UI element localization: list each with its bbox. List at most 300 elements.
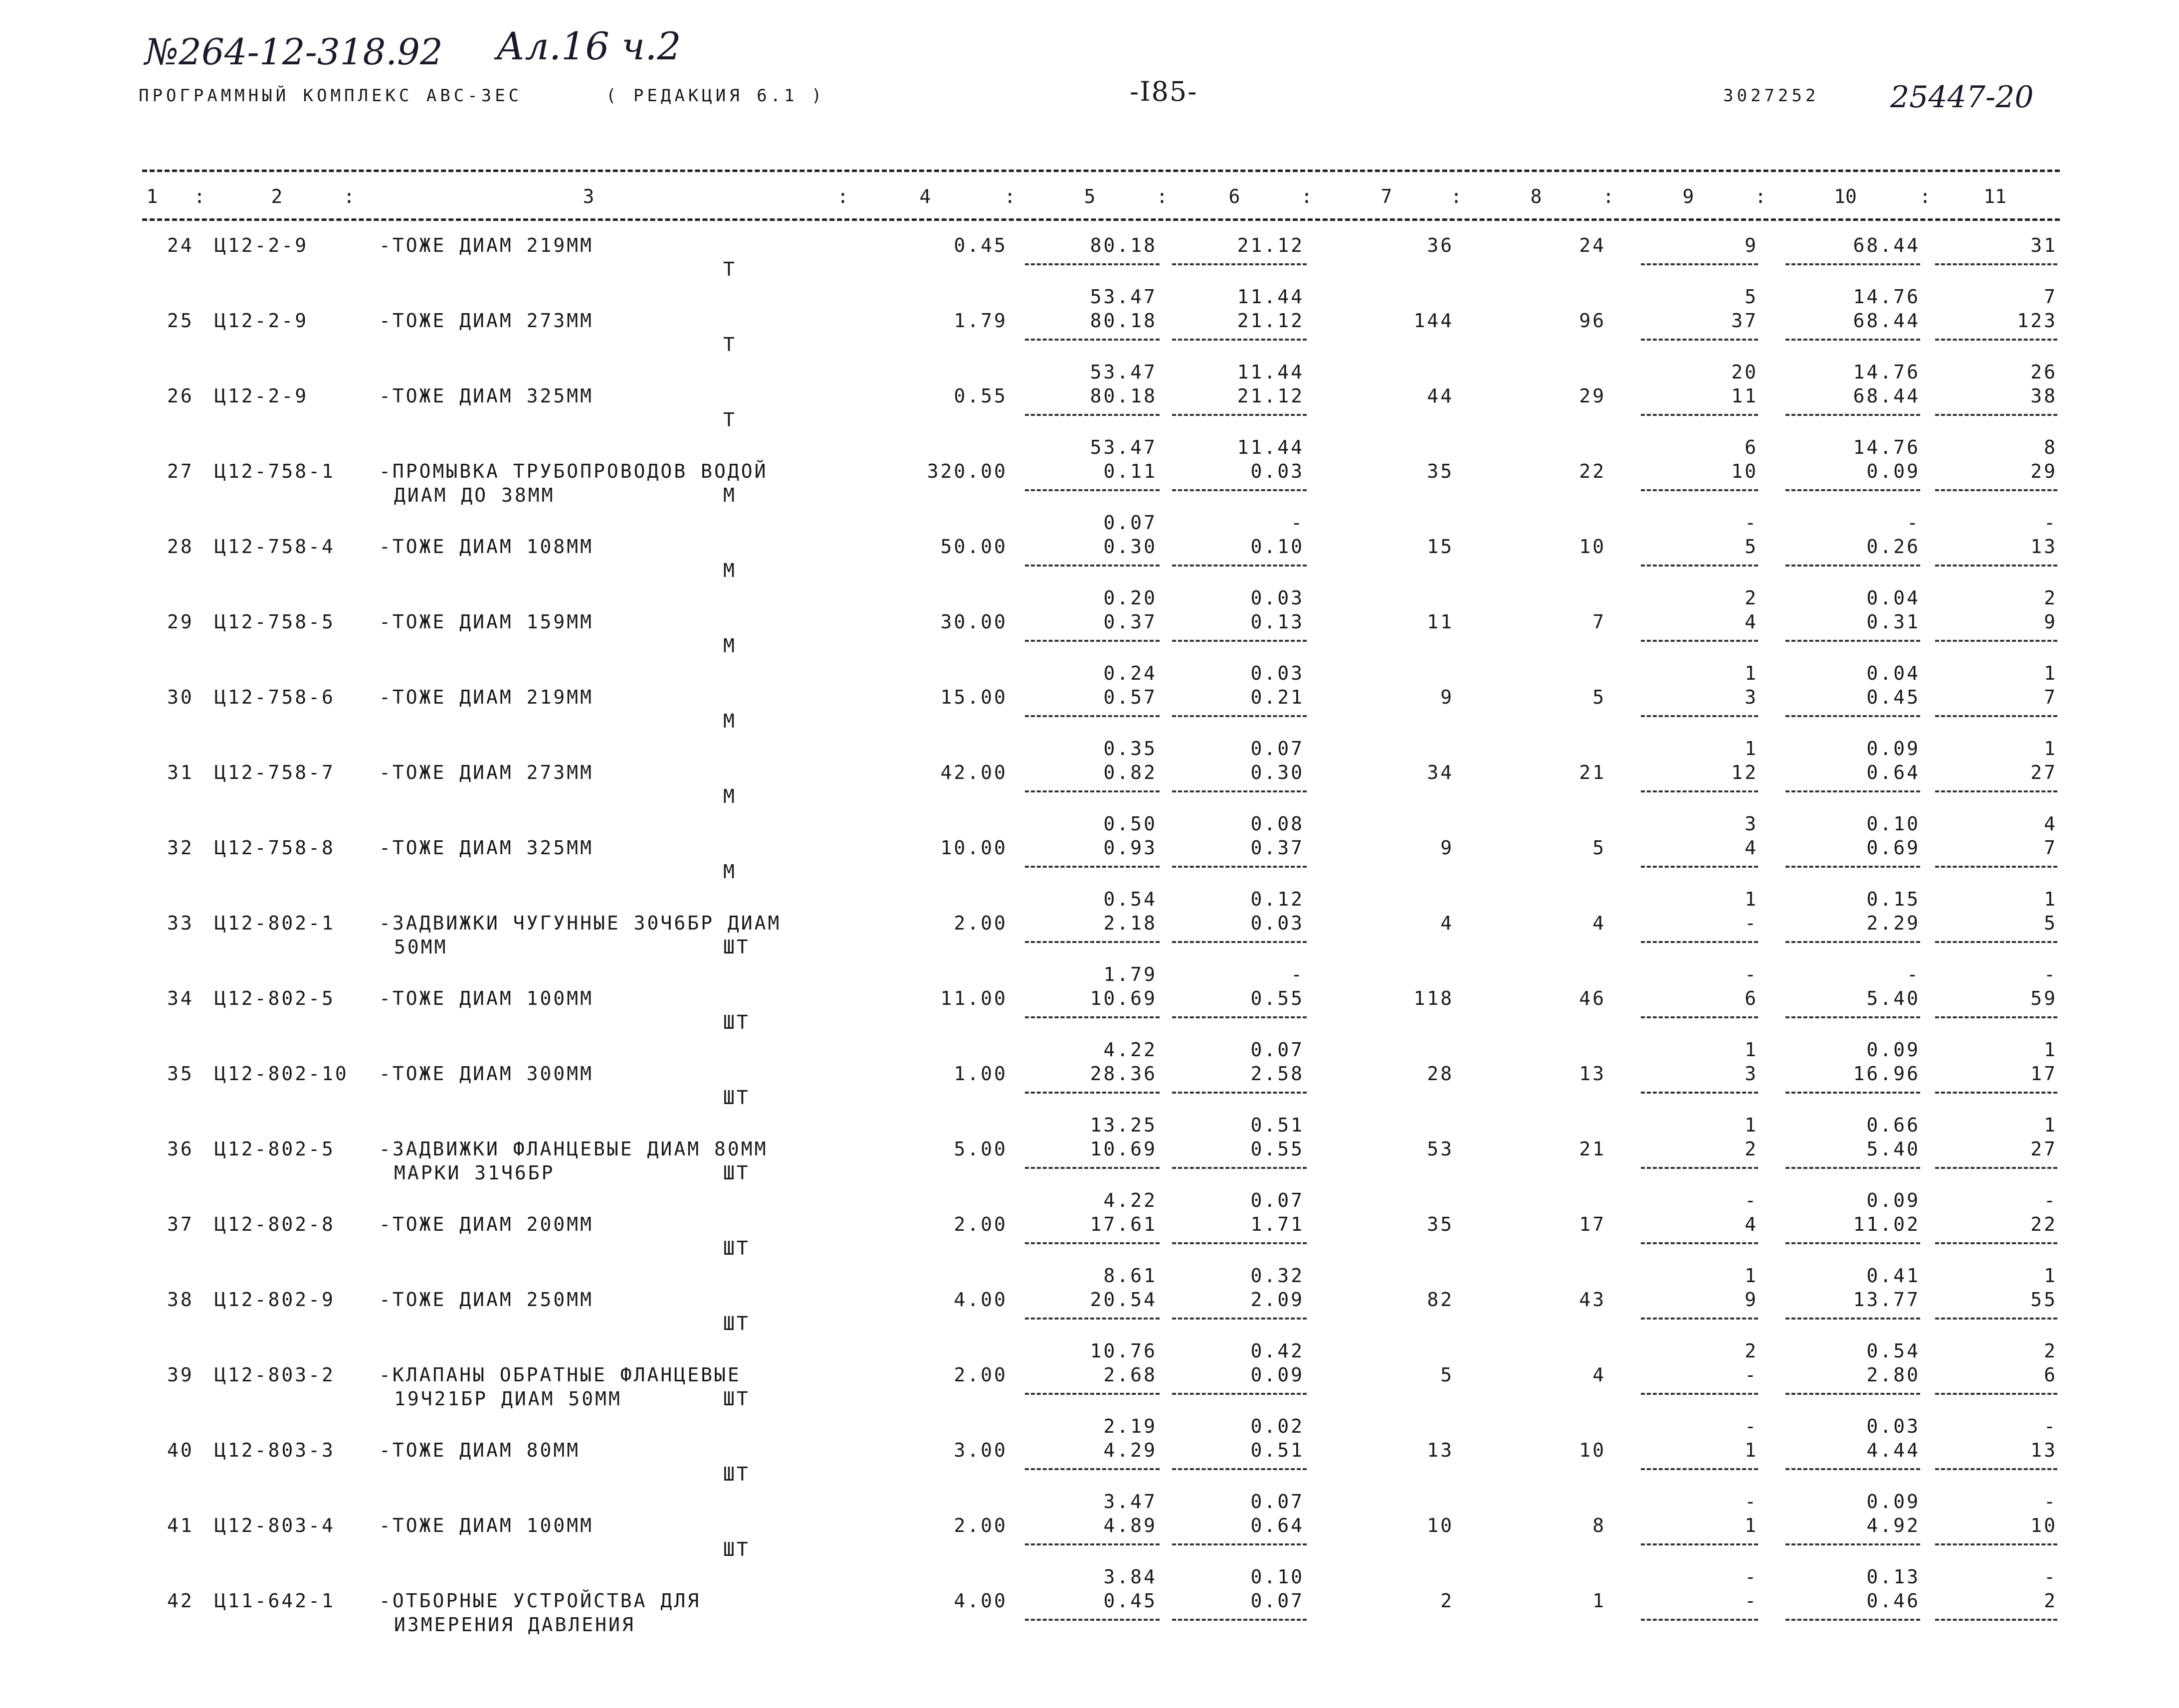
unit-cost-machines: 0.21 bbox=[1250, 686, 1304, 708]
total-cost: 53 bbox=[1427, 1138, 1454, 1160]
labor-unit: 16.96 bbox=[1853, 1063, 1920, 1085]
labor-total-machinists: 1 bbox=[2044, 1039, 2057, 1061]
total-cost: 9 bbox=[1440, 686, 1454, 708]
work-name: -ЗАДВИЖКИ ФЛАНЦЕВЫЕ ДИАМ 80ММ bbox=[379, 1138, 768, 1160]
unit-cost-machines: 2.09 bbox=[1250, 1289, 1304, 1311]
cell-underline bbox=[1935, 1619, 2057, 1621]
row-number: 24 bbox=[167, 234, 194, 256]
column-separator: : bbox=[194, 186, 205, 207]
unit-cost-wages: 3.84 bbox=[1103, 1566, 1157, 1588]
total-wages: 13 bbox=[1579, 1063, 1606, 1085]
row-number: 40 bbox=[167, 1439, 194, 1461]
labor-total-machinists: - bbox=[2044, 1491, 2057, 1513]
labor-total-machinists: - bbox=[2044, 963, 2057, 985]
unit-cost-machine-wages: 0.42 bbox=[1250, 1340, 1304, 1362]
operation-machine-wages: 1 bbox=[1745, 738, 1758, 759]
cell-underline bbox=[1172, 489, 1307, 491]
cell-underline bbox=[1641, 1393, 1758, 1395]
work-name: -ОТБОРНЫЕ УСТРОЙСТВА ДЛЯ bbox=[379, 1590, 701, 1612]
total-wages: 29 bbox=[1579, 385, 1606, 407]
labor-unit: 2.80 bbox=[1866, 1364, 1920, 1386]
unit: ШТ bbox=[723, 1463, 750, 1485]
norm-code: Ц12-758-5 bbox=[214, 611, 335, 633]
operation-machines: - bbox=[1745, 1590, 1758, 1612]
labor-total-machinists: 2 bbox=[2044, 587, 2057, 609]
total-wages: 21 bbox=[1579, 1138, 1606, 1160]
labor-unit-machinists: 0.09 bbox=[1866, 1039, 1920, 1061]
labor-unit: 0.26 bbox=[1866, 536, 1920, 558]
cell-underline bbox=[1172, 565, 1307, 567]
total-cost: 15 bbox=[1427, 536, 1454, 558]
unit-cost-machines: 0.37 bbox=[1250, 837, 1304, 859]
total-cost: 34 bbox=[1427, 761, 1454, 783]
cell-underline bbox=[1785, 1468, 1920, 1470]
labor-unit-machinists: - bbox=[1907, 512, 1920, 534]
handwritten-right-number: 25447-20 bbox=[1890, 80, 2034, 115]
unit-cost-wages: 0.35 bbox=[1103, 738, 1157, 759]
labor-unit-machinists: 0.13 bbox=[1866, 1566, 1920, 1588]
unit-cost-wages: 8.61 bbox=[1103, 1265, 1157, 1287]
unit: ШТ bbox=[723, 1087, 750, 1109]
labor-total: 5 bbox=[2044, 912, 2057, 934]
cell-underline bbox=[1641, 263, 1758, 265]
operation-machine-wages: 1 bbox=[1745, 662, 1758, 684]
unit-cost-wages: 1.79 bbox=[1103, 963, 1157, 985]
total-wages: 46 bbox=[1579, 987, 1606, 1009]
quantity: 320.00 bbox=[927, 460, 1007, 482]
labor-total-machinists: 1 bbox=[2044, 662, 2057, 684]
unit: ШТ bbox=[723, 1538, 750, 1560]
total-cost: 82 bbox=[1427, 1289, 1454, 1311]
unit-cost-total: 0.11 bbox=[1103, 460, 1157, 482]
unit-cost-total: 0.57 bbox=[1103, 686, 1157, 708]
cell-underline bbox=[1172, 640, 1307, 642]
labor-unit: 68.44 bbox=[1853, 310, 1920, 332]
unit-cost-total: 10.69 bbox=[1090, 987, 1157, 1009]
labor-unit: 0.64 bbox=[1866, 761, 1920, 783]
row-number: 30 bbox=[167, 686, 194, 708]
cell-underline bbox=[1025, 1543, 1160, 1545]
operation-machine-wages: - bbox=[1745, 1491, 1758, 1513]
norm-code: Ц12-803-2 bbox=[214, 1364, 335, 1386]
norm-code: Ц12-802-1 bbox=[214, 912, 335, 934]
unit-cost-wages: 0.07 bbox=[1103, 512, 1157, 534]
row-number: 31 bbox=[167, 761, 194, 783]
cell-underline bbox=[1172, 1318, 1307, 1320]
cell-underline bbox=[1025, 1318, 1160, 1320]
total-wages: 7 bbox=[1592, 611, 1606, 633]
cell-underline bbox=[1641, 1543, 1758, 1545]
total-wages: 96 bbox=[1579, 310, 1606, 332]
unit: ШТ bbox=[723, 1313, 750, 1334]
cell-underline bbox=[1641, 1092, 1758, 1094]
total-cost: 4 bbox=[1440, 912, 1454, 934]
column-separator: : bbox=[1755, 186, 1767, 207]
labor-unit-machinists: 0.09 bbox=[1866, 1189, 1920, 1211]
cell-underline bbox=[1935, 640, 2057, 642]
unit-cost-wages: 53.47 bbox=[1090, 286, 1157, 308]
handwritten-album: Ал.16 ч.2 bbox=[496, 24, 681, 68]
labor-total: 55 bbox=[2030, 1289, 2057, 1311]
row-number: 33 bbox=[167, 912, 194, 934]
unit: Т bbox=[723, 409, 737, 431]
unit-cost-machines: 2.58 bbox=[1250, 1063, 1304, 1085]
unit-cost-machine-wages: 11.44 bbox=[1237, 361, 1304, 383]
quantity: 4.00 bbox=[954, 1590, 1007, 1612]
norm-code: Ц12-758-4 bbox=[214, 536, 335, 558]
cell-underline bbox=[1641, 339, 1758, 341]
unit: Т bbox=[723, 334, 737, 356]
work-name: -ТОЖЕ ДИАМ 325ММ bbox=[379, 837, 594, 859]
labor-unit: 68.44 bbox=[1853, 385, 1920, 407]
cell-underline bbox=[1785, 1092, 1920, 1094]
cell-underline bbox=[1785, 1242, 1920, 1244]
total-wages: 43 bbox=[1579, 1289, 1606, 1311]
cell-underline bbox=[1785, 414, 1920, 416]
norm-code: Ц12-802-8 bbox=[214, 1213, 335, 1235]
column-separator: : bbox=[1156, 186, 1168, 207]
cell-underline bbox=[1785, 941, 1920, 943]
cell-underline bbox=[1935, 489, 2057, 491]
total-wages: 21 bbox=[1579, 761, 1606, 783]
row-number: 42 bbox=[167, 1590, 194, 1612]
row-number: 36 bbox=[167, 1138, 194, 1160]
labor-total: 17 bbox=[2030, 1063, 2057, 1085]
unit-cost-total: 80.18 bbox=[1090, 234, 1157, 256]
quantity: 11.00 bbox=[940, 987, 1007, 1009]
operation-machines: 12 bbox=[1731, 761, 1758, 783]
unit-cost-machine-wages: 0.51 bbox=[1250, 1114, 1304, 1136]
cell-underline bbox=[1025, 1167, 1160, 1169]
total-cost: 36 bbox=[1427, 234, 1454, 256]
column-separator: : bbox=[343, 186, 355, 207]
cell-underline bbox=[1935, 339, 2057, 341]
column-separator: : bbox=[1301, 186, 1313, 207]
unit-cost-wages: 53.47 bbox=[1090, 361, 1157, 383]
row-number: 32 bbox=[167, 837, 194, 859]
labor-unit: 68.44 bbox=[1853, 234, 1920, 256]
operation-machines: 37 bbox=[1731, 310, 1758, 332]
operation-machine-wages: 5 bbox=[1745, 286, 1758, 308]
total-cost: 44 bbox=[1427, 385, 1454, 407]
unit-cost-total: 0.93 bbox=[1103, 837, 1157, 859]
cell-underline bbox=[1641, 1016, 1758, 1018]
cell-underline bbox=[1785, 640, 1920, 642]
cell-underline bbox=[1025, 339, 1160, 341]
operation-machines: 4 bbox=[1745, 837, 1758, 859]
cell-underline bbox=[1025, 565, 1160, 567]
total-cost: 2 bbox=[1440, 1590, 1454, 1612]
labor-total-machinists: - bbox=[2044, 1189, 2057, 1211]
labor-unit-machinists: 0.66 bbox=[1866, 1114, 1920, 1136]
operation-machines: 10 bbox=[1731, 460, 1758, 482]
unit: ШТ bbox=[723, 1011, 750, 1033]
cell-underline bbox=[1025, 1092, 1160, 1094]
total-wages: 8 bbox=[1592, 1515, 1606, 1536]
cell-underline bbox=[1935, 1167, 2057, 1169]
labor-total-machinists: 4 bbox=[2044, 813, 2057, 835]
total-cost: 13 bbox=[1427, 1439, 1454, 1461]
program-title: ПРОГРАММНЫЙ КОМПЛЕКС АВС-ЗЕС bbox=[139, 86, 523, 106]
cell-underline bbox=[1935, 715, 2057, 717]
unit-cost-machine-wages: 0.02 bbox=[1250, 1415, 1304, 1437]
labor-unit: 5.40 bbox=[1866, 987, 1920, 1009]
page-number: -I85- bbox=[1130, 76, 1198, 107]
work-name: -ТОЖЕ ДИАМ 273ММ bbox=[379, 310, 594, 332]
operation-machines: 9 bbox=[1745, 1289, 1758, 1311]
labor-unit: 0.69 bbox=[1866, 837, 1920, 859]
column-separator: : bbox=[1919, 186, 1931, 207]
labor-unit: 0.31 bbox=[1866, 611, 1920, 633]
operation-machine-wages: - bbox=[1745, 1189, 1758, 1211]
cell-underline bbox=[1025, 790, 1160, 792]
cell-underline bbox=[1641, 941, 1758, 943]
unit-cost-total: 2.68 bbox=[1103, 1364, 1157, 1386]
labor-total-machinists: 2 bbox=[2044, 1340, 2057, 1362]
cell-underline bbox=[1935, 866, 2057, 868]
unit-cost-machine-wages: - bbox=[1291, 963, 1304, 985]
total-wages: 4 bbox=[1592, 912, 1606, 934]
cell-underline bbox=[1025, 640, 1160, 642]
document-code: 3027252 bbox=[1723, 86, 1819, 106]
cell-underline bbox=[1641, 715, 1758, 717]
cell-underline bbox=[1172, 339, 1307, 341]
quantity: 3.00 bbox=[954, 1439, 1007, 1461]
cell-underline bbox=[1785, 790, 1920, 792]
unit: ШТ bbox=[723, 1162, 750, 1184]
total-cost: 5 bbox=[1440, 1364, 1454, 1386]
labor-unit-machinists: 14.76 bbox=[1853, 436, 1920, 458]
operation-machines: 11 bbox=[1731, 385, 1758, 407]
cell-underline bbox=[1025, 1393, 1160, 1395]
labor-unit-machinists: 0.15 bbox=[1866, 888, 1920, 910]
cell-underline bbox=[1025, 1016, 1160, 1018]
total-wages: 10 bbox=[1579, 1439, 1606, 1461]
cell-underline bbox=[1025, 1242, 1160, 1244]
quantity: 30.00 bbox=[940, 611, 1007, 633]
total-cost: 28 bbox=[1427, 1063, 1454, 1085]
labor-total: 13 bbox=[2030, 536, 2057, 558]
total-cost: 9 bbox=[1440, 837, 1454, 859]
labor-total: 9 bbox=[2044, 611, 2057, 633]
cell-underline bbox=[1785, 489, 1920, 491]
total-cost: 11 bbox=[1427, 611, 1454, 633]
quantity: 1.79 bbox=[954, 310, 1007, 332]
labor-total-machinists: 8 bbox=[2044, 436, 2057, 458]
cell-underline bbox=[1641, 489, 1758, 491]
cell-underline bbox=[1172, 1016, 1307, 1018]
labor-unit-machinists: 0.04 bbox=[1866, 587, 1920, 609]
operation-machine-wages: 1 bbox=[1745, 1039, 1758, 1061]
unit: М bbox=[723, 560, 737, 581]
cell-underline bbox=[1935, 941, 2057, 943]
operation-machine-wages: 1 bbox=[1745, 1265, 1758, 1287]
labor-unit-machinists: - bbox=[1907, 963, 1920, 985]
unit-cost-total: 4.29 bbox=[1103, 1439, 1157, 1461]
work-name: -ТОЖЕ ДИАМ 159ММ bbox=[379, 611, 594, 633]
norm-code: Ц12-802-10 bbox=[214, 1063, 349, 1085]
unit-cost-machine-wages: 0.03 bbox=[1250, 587, 1304, 609]
labor-total-machinists: 26 bbox=[2030, 361, 2057, 383]
unit: М bbox=[723, 710, 737, 732]
operation-machine-wages: - bbox=[1745, 1566, 1758, 1588]
unit-cost-wages: 0.50 bbox=[1103, 813, 1157, 835]
work-name: ИЗМЕРЕНИЯ ДАВЛЕНИЯ bbox=[394, 1614, 635, 1636]
labor-total: 27 bbox=[2030, 761, 2057, 783]
column-separator: : bbox=[837, 186, 849, 207]
cell-underline bbox=[1641, 1619, 1758, 1621]
column-header-2: 2 bbox=[271, 186, 283, 207]
labor-unit: 0.09 bbox=[1866, 460, 1920, 482]
unit-cost-machine-wages: 0.32 bbox=[1250, 1265, 1304, 1287]
row-number: 25 bbox=[167, 310, 194, 332]
edition-label: ( РЕДАКЦИЯ 6.1 ) bbox=[606, 86, 825, 106]
cell-underline bbox=[1935, 565, 2057, 567]
unit-cost-wages: 53.47 bbox=[1090, 436, 1157, 458]
cell-underline bbox=[1172, 790, 1307, 792]
unit-cost-machines: 21.12 bbox=[1237, 385, 1304, 407]
operation-machine-wages: 20 bbox=[1731, 361, 1758, 383]
operation-machines: - bbox=[1745, 1364, 1758, 1386]
column-header-1: 1 bbox=[146, 186, 158, 207]
unit-cost-total: 0.82 bbox=[1103, 761, 1157, 783]
labor-unit: 4.92 bbox=[1866, 1515, 1920, 1536]
norm-code: Ц12-758-8 bbox=[214, 837, 335, 859]
total-wages: 17 bbox=[1579, 1213, 1606, 1235]
unit-cost-machine-wages: 0.03 bbox=[1250, 662, 1304, 684]
norm-code: Ц12-2-9 bbox=[214, 310, 309, 332]
column-header-7: 7 bbox=[1381, 186, 1392, 207]
operation-machines: 9 bbox=[1745, 234, 1758, 256]
cell-underline bbox=[1785, 1318, 1920, 1320]
quantity: 42.00 bbox=[940, 761, 1007, 783]
labor-unit-machinists: 14.76 bbox=[1853, 286, 1920, 308]
labor-total: 6 bbox=[2044, 1364, 2057, 1386]
operation-machine-wages: 2 bbox=[1745, 587, 1758, 609]
operation-machine-wages: - bbox=[1745, 963, 1758, 985]
work-name: -ТОЖЕ ДИАМ 100ММ bbox=[379, 987, 594, 1009]
operation-machines: - bbox=[1745, 912, 1758, 934]
row-number: 39 bbox=[167, 1364, 194, 1386]
unit-cost-wages: 0.20 bbox=[1103, 587, 1157, 609]
unit-cost-total: 80.18 bbox=[1090, 385, 1157, 407]
work-name: -ТОЖЕ ДИАМ 80ММ bbox=[379, 1439, 581, 1461]
cell-underline bbox=[1641, 1468, 1758, 1470]
norm-code: Ц12-758-7 bbox=[214, 761, 335, 783]
unit-cost-wages: 2.19 bbox=[1103, 1415, 1157, 1437]
labor-unit: 0.45 bbox=[1866, 686, 1920, 708]
quantity: 1.00 bbox=[954, 1063, 1007, 1085]
labor-total: 7 bbox=[2044, 686, 2057, 708]
quantity: 50.00 bbox=[940, 536, 1007, 558]
labor-unit: 11.02 bbox=[1853, 1213, 1920, 1235]
norm-code: Ц12-2-9 bbox=[214, 385, 309, 407]
row-number: 38 bbox=[167, 1289, 194, 1311]
labor-unit: 4.44 bbox=[1866, 1439, 1920, 1461]
cell-underline bbox=[1785, 715, 1920, 717]
unit-cost-machine-wages: - bbox=[1291, 512, 1304, 534]
work-name: -ТОЖЕ ДИАМ 325ММ bbox=[379, 385, 594, 407]
labor-total-machinists: - bbox=[2044, 512, 2057, 534]
cell-underline bbox=[1025, 489, 1160, 491]
norm-code: Ц12-803-3 bbox=[214, 1439, 335, 1461]
unit-cost-machines: 0.07 bbox=[1250, 1590, 1304, 1612]
operation-machines: 1 bbox=[1745, 1439, 1758, 1461]
unit-cost-wages: 0.24 bbox=[1103, 662, 1157, 684]
row-number: 26 bbox=[167, 385, 194, 407]
operation-machines: 1 bbox=[1745, 1515, 1758, 1536]
unit: ШТ bbox=[723, 1237, 750, 1259]
cell-underline bbox=[1025, 414, 1160, 416]
labor-total: 123 bbox=[2017, 310, 2057, 332]
total-cost: 118 bbox=[1413, 987, 1454, 1009]
operation-machines: 3 bbox=[1745, 1063, 1758, 1085]
cell-underline bbox=[1935, 1468, 2057, 1470]
unit-cost-machine-wages: 11.44 bbox=[1237, 436, 1304, 458]
cell-underline bbox=[1172, 414, 1307, 416]
column-header-3: 3 bbox=[583, 186, 594, 207]
cell-underline bbox=[1641, 640, 1758, 642]
cell-underline bbox=[1785, 866, 1920, 868]
cell-underline bbox=[1935, 1543, 2057, 1545]
cell-underline bbox=[1785, 1167, 1920, 1169]
cell-underline bbox=[1172, 866, 1307, 868]
cell-underline bbox=[1641, 565, 1758, 567]
cell-underline bbox=[1172, 1619, 1307, 1621]
unit-cost-total: 17.61 bbox=[1090, 1213, 1157, 1235]
labor-total: 2 bbox=[2044, 1590, 2057, 1612]
cell-underline bbox=[1641, 1242, 1758, 1244]
unit-cost-machines: 21.12 bbox=[1237, 234, 1304, 256]
cell-underline bbox=[1935, 1092, 2057, 1094]
cell-underline bbox=[1935, 414, 2057, 416]
cell-underline bbox=[1785, 1543, 1920, 1545]
norm-code: Ц12-802-9 bbox=[214, 1289, 335, 1311]
unit: М bbox=[723, 484, 737, 506]
column-separator: : bbox=[1450, 186, 1462, 207]
cell-underline bbox=[1641, 1318, 1758, 1320]
work-name: -ТОЖЕ ДИАМ 219ММ bbox=[379, 234, 594, 256]
unit-cost-machine-wages: 0.12 bbox=[1250, 888, 1304, 910]
work-name: -ТОЖЕ ДИАМ 200ММ bbox=[379, 1213, 594, 1235]
labor-total-machinists: 1 bbox=[2044, 1265, 2057, 1287]
norm-code: Ц11-642-1 bbox=[214, 1590, 335, 1612]
unit-cost-machine-wages: 0.07 bbox=[1250, 738, 1304, 759]
norm-code: Ц12-2-9 bbox=[214, 234, 309, 256]
work-name: -ТОЖЕ ДИАМ 108ММ bbox=[379, 536, 594, 558]
row-number: 27 bbox=[167, 460, 194, 482]
unit-cost-total: 0.37 bbox=[1103, 611, 1157, 633]
work-name: -ТОЖЕ ДИАМ 219ММ bbox=[379, 686, 594, 708]
labor-unit: 5.40 bbox=[1866, 1138, 1920, 1160]
unit: М bbox=[723, 785, 737, 807]
column-header-4: 4 bbox=[919, 186, 931, 207]
quantity: 2.00 bbox=[954, 1364, 1007, 1386]
cell-underline bbox=[1025, 941, 1160, 943]
unit-cost-machines: 0.64 bbox=[1250, 1515, 1304, 1536]
work-name: -ТОЖЕ ДИАМ 100ММ bbox=[379, 1515, 594, 1536]
labor-total-machinists: 7 bbox=[2044, 286, 2057, 308]
total-cost: 35 bbox=[1427, 460, 1454, 482]
unit-cost-wages: 10.76 bbox=[1090, 1340, 1157, 1362]
unit-cost-wages: 4.22 bbox=[1103, 1189, 1157, 1211]
cell-underline bbox=[1025, 263, 1160, 265]
column-header-5: 5 bbox=[1084, 186, 1096, 207]
cell-underline bbox=[1641, 1167, 1758, 1169]
operation-machine-wages: 6 bbox=[1745, 436, 1758, 458]
unit-cost-total: 28.36 bbox=[1090, 1063, 1157, 1085]
total-wages: 24 bbox=[1579, 234, 1606, 256]
